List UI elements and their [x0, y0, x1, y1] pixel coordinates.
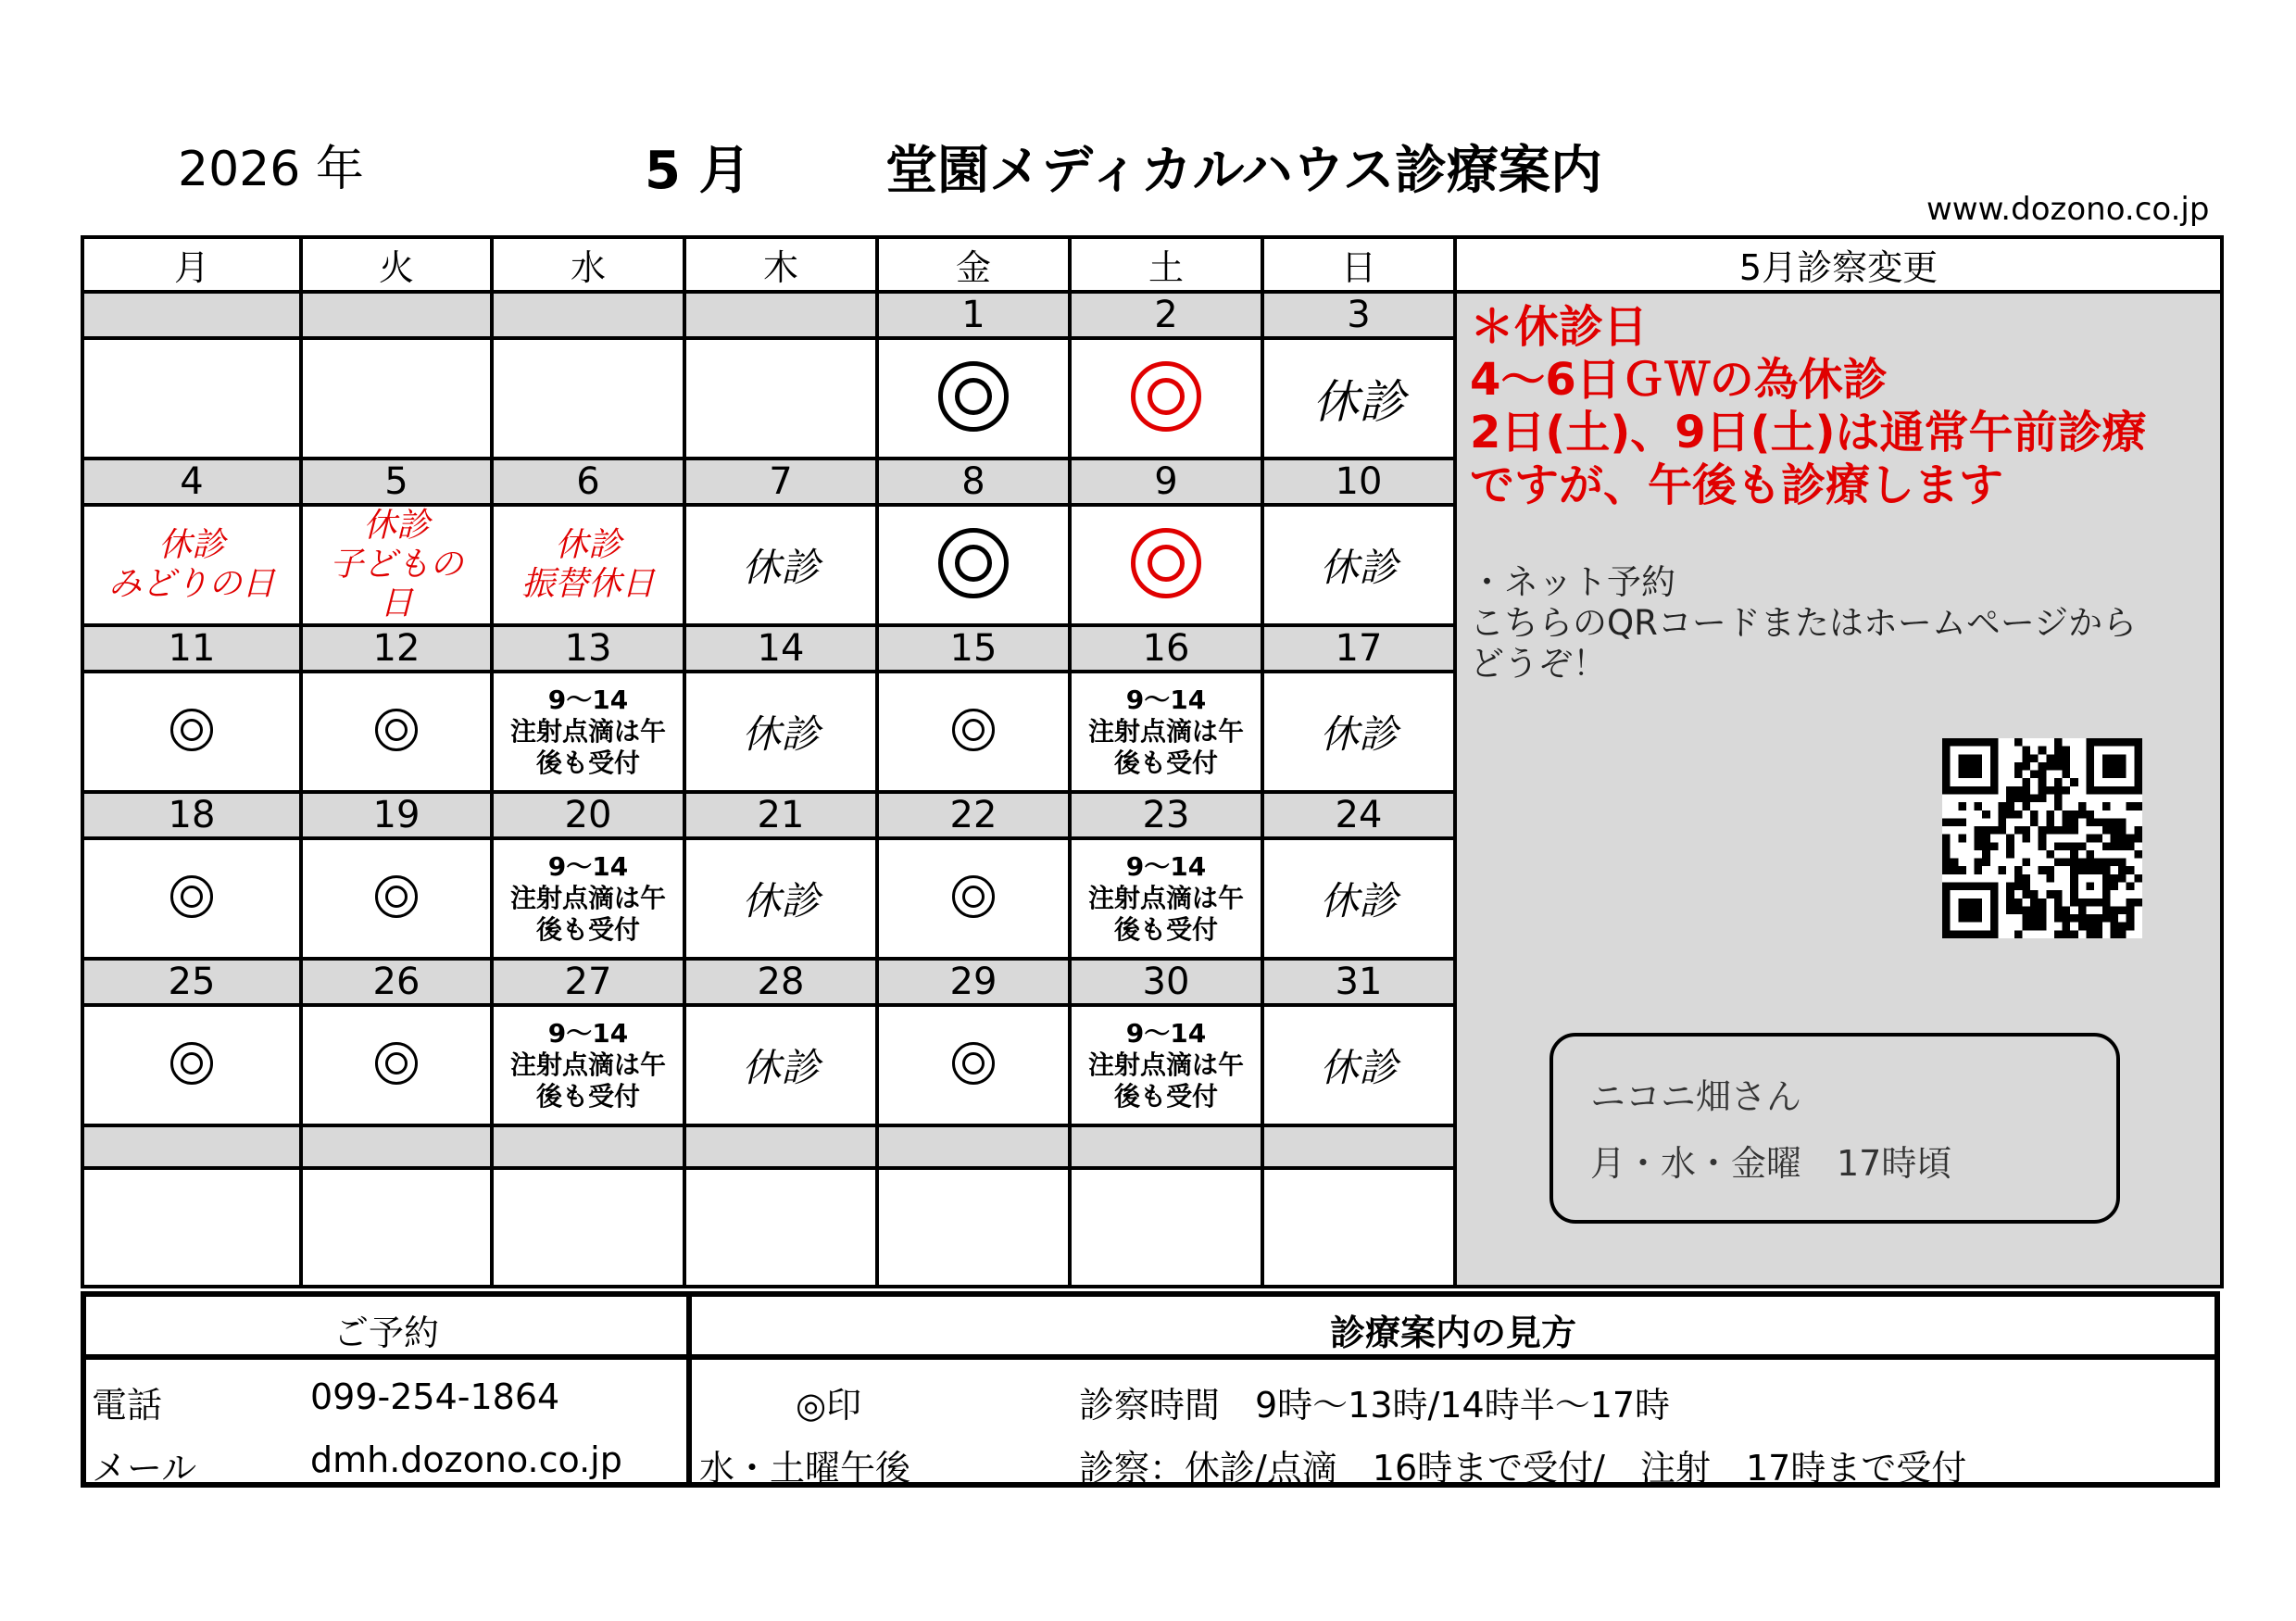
day-cell [684, 838, 877, 959]
day-cell [877, 838, 1070, 959]
day-cell [684, 1168, 877, 1287]
date-number: 4 [82, 459, 301, 505]
date-number: 27 [492, 959, 684, 1005]
info-header: 5月診察変更 [1455, 237, 2222, 292]
date-number: 28 [684, 959, 877, 1005]
day-cell [684, 338, 877, 459]
phone-label: 電話 [92, 1385, 163, 1426]
double-circle-icon [1131, 361, 1201, 432]
weekday-header-sun: 日 [1262, 237, 1455, 292]
nikoni-schedule: 月・水・金曜 17時頃 [1590, 1143, 1952, 1184]
date-number [492, 292, 684, 338]
day-cell [1070, 338, 1262, 459]
day-cell [1070, 672, 1262, 792]
notice-line: ＊休診日 [1470, 301, 1649, 353]
date-number [82, 292, 301, 338]
day-cell [301, 1005, 492, 1125]
date-number: 13 [492, 625, 684, 672]
day-cell [1070, 1168, 1262, 1287]
injection-note: 後も受付 [535, 748, 640, 778]
closed-label: 休診 [1312, 375, 1405, 429]
date-number: 3 [1262, 292, 1455, 338]
day-cell [877, 505, 1070, 625]
day-cell [1262, 1005, 1455, 1125]
injection-note: 後も受付 [535, 914, 640, 945]
day-cell [1262, 338, 1455, 459]
day-cell [877, 672, 1070, 792]
injection-note: 後も受付 [1113, 914, 1218, 945]
day-cell [877, 1005, 1070, 1125]
date-number: 29 [877, 959, 1070, 1005]
day-cell [1070, 838, 1262, 959]
nikoni-title: ニコニ畑さん [1590, 1076, 1802, 1117]
day-cell [1262, 1168, 1455, 1287]
closed-label: 休診 [157, 526, 225, 564]
weekday-header-wed: 水 [492, 237, 684, 292]
day-cell [301, 838, 492, 959]
closed-label: 休診 [1319, 545, 1398, 590]
day-cell [82, 338, 301, 459]
phone-number[interactable]: 099-254-1864 [310, 1376, 560, 1417]
date-number: 9 [1070, 459, 1262, 505]
date-number: 7 [684, 459, 877, 505]
afternoon-text: 診察：休診/点滴 16時まで受付/ 注射 17時まで受付 [1079, 1448, 1967, 1489]
day-cell [301, 1168, 492, 1287]
day-cell [82, 838, 301, 959]
date-number: 15 [877, 625, 1070, 672]
info-cell [1455, 292, 2222, 1287]
reserve-header: ご予約 [332, 1313, 439, 1353]
date-number: 30 [1070, 959, 1262, 1005]
closed-label: みどりの日 [107, 565, 275, 603]
date-number [82, 1125, 301, 1168]
qr-code-icon[interactable] [1937, 738, 2148, 938]
closure-notice [1470, 301, 2147, 512]
day-cell [684, 505, 877, 625]
closed-label: 休診 [1319, 878, 1398, 924]
closed-label: 休診 [741, 1045, 820, 1090]
date-number: 5 [301, 459, 492, 505]
title-year: 2026 年 [178, 142, 364, 197]
date-number: 17 [1262, 625, 1455, 672]
date-number: 6 [492, 459, 684, 505]
weekday-header-sat: 土 [1070, 237, 1262, 292]
day-cell [301, 338, 492, 459]
closed-label: 日 [379, 584, 413, 622]
date-number: 31 [1262, 959, 1455, 1005]
page-title: 堂園メディカルハウス診療案内 [885, 141, 1602, 201]
date-number: 14 [684, 625, 877, 672]
date-number: 25 [82, 959, 301, 1005]
double-circle-icon [1131, 528, 1201, 598]
date-number-row [82, 292, 2222, 338]
date-number: 19 [301, 792, 492, 838]
day-cell [82, 505, 301, 625]
date-number: 20 [492, 792, 684, 838]
double-circle-icon [952, 1042, 995, 1085]
double-circle-icon [938, 528, 1009, 598]
date-number: 11 [82, 625, 301, 672]
nikoni-box [1549, 1033, 2120, 1224]
closed-label: 休診 [1319, 711, 1398, 757]
injection-note: 注射点滴は午 [1087, 1049, 1244, 1080]
injection-note: 注射点滴は午 [509, 883, 666, 913]
closed-label: 休診 [554, 526, 621, 564]
day-cell [82, 1168, 301, 1287]
net-reservation [1470, 562, 2137, 685]
day-cell [1070, 505, 1262, 625]
date-number: 8 [877, 459, 1070, 505]
day-cell [1262, 505, 1455, 625]
injection-note: 9～14 [547, 1018, 629, 1049]
day-cell [684, 1005, 877, 1125]
closed-label: 休診 [741, 545, 820, 590]
hours-text: 診察時間 9時～13時/14時半～17時 [1079, 1385, 1671, 1426]
day-cell [301, 505, 492, 625]
injection-note: 後も受付 [1113, 1081, 1218, 1112]
guide-header: 診療案内の見方 [1329, 1313, 1576, 1353]
day-cell [1262, 672, 1455, 792]
injection-note: 9～14 [1125, 685, 1207, 715]
date-number: 16 [1070, 625, 1262, 672]
injection-note: 注射点滴は午 [509, 716, 666, 747]
injection-note: 後も受付 [535, 1081, 640, 1112]
day-cell [492, 672, 684, 792]
notice-line: ですが、午後も診療します [1470, 459, 2004, 511]
day-cell [492, 338, 684, 459]
date-number: 2 [1070, 292, 1262, 338]
day-cell [1262, 838, 1455, 959]
website-url: www.dozono.co.jp [1926, 191, 2210, 228]
date-number: 26 [301, 959, 492, 1005]
date-number [492, 1125, 684, 1168]
net-line: どうぞ！ [1470, 644, 1607, 684]
day-cell [492, 1168, 684, 1287]
double-circle-icon [170, 875, 213, 918]
date-number [877, 1125, 1070, 1168]
double-circle-icon [952, 709, 995, 751]
date-number [1262, 1125, 1455, 1168]
date-number: 23 [1070, 792, 1262, 838]
title-month: 5 月 [645, 141, 751, 201]
double-circle-icon [170, 1042, 213, 1085]
date-number: 12 [301, 625, 492, 672]
date-number [1070, 1125, 1262, 1168]
double-circle-icon [375, 875, 418, 918]
closed-label: 休診 [741, 711, 820, 757]
date-number [301, 292, 492, 338]
date-number [684, 292, 877, 338]
day-cell [877, 338, 1070, 459]
injection-note: 9～14 [547, 851, 629, 882]
day-cell [82, 672, 301, 792]
day-cell [492, 838, 684, 959]
date-number: 10 [1262, 459, 1455, 505]
injection-note: 9～14 [1125, 851, 1207, 882]
footer-panel [81, 1291, 2220, 1488]
double-circle-icon [952, 875, 995, 918]
day-cell [301, 672, 492, 792]
closed-label: 休診 [362, 507, 430, 545]
day-cell [82, 1005, 301, 1125]
injection-note: 後も受付 [1113, 748, 1218, 778]
weekday-header-mon: 月 [82, 237, 301, 292]
weekday-header-tue: 火 [301, 237, 492, 292]
injection-note: 注射点滴は午 [1087, 883, 1244, 913]
weekday-header-fri: 金 [877, 237, 1070, 292]
notice-line: 2日(土)、9日(土)は通常午前診療 [1470, 407, 2147, 459]
injection-note: 注射点滴は午 [1087, 716, 1244, 747]
day-cell [492, 505, 684, 625]
date-number: 18 [82, 792, 301, 838]
injection-note: 注射点滴は午 [509, 1049, 666, 1080]
weekday-header-thu: 木 [684, 237, 877, 292]
injection-note: 9～14 [1125, 1018, 1207, 1049]
mail-label: メール [92, 1448, 197, 1489]
closed-label: 振替休日 [521, 565, 655, 603]
double-circle-icon [170, 709, 213, 751]
double-circle-icon [375, 1042, 418, 1085]
double-circle-icon [375, 709, 418, 751]
closed-label: 休診 [1319, 1045, 1398, 1090]
day-cell [877, 1168, 1070, 1287]
date-number [684, 1125, 877, 1168]
net-line: こちらのQRコードまたはホームページから [1470, 603, 2138, 643]
day-cell [1070, 1005, 1262, 1125]
date-number [301, 1125, 492, 1168]
date-number: 24 [1262, 792, 1455, 838]
date-number: 22 [877, 792, 1070, 838]
afternoon-label: 水・土曜午後 [699, 1448, 911, 1489]
mail-address[interactable]: dmh.dozono.co.jp [310, 1439, 622, 1480]
calendar-table [81, 235, 2224, 1288]
net-line: ・ネット予約 [1470, 562, 1675, 602]
closed-label: 子どもの [329, 546, 463, 584]
double-circle-icon [938, 361, 1009, 432]
mark-legend: ◎印 [796, 1385, 862, 1426]
day-cell [492, 1005, 684, 1125]
closed-label: 休診 [741, 878, 820, 924]
info-panel [1457, 294, 2220, 1285]
injection-note: 9～14 [547, 685, 629, 715]
date-number: 21 [684, 792, 877, 838]
notice-line: 4～6日ＧＷの為休診 [1470, 354, 1888, 406]
date-number: 1 [877, 292, 1070, 338]
day-cell [684, 672, 877, 792]
